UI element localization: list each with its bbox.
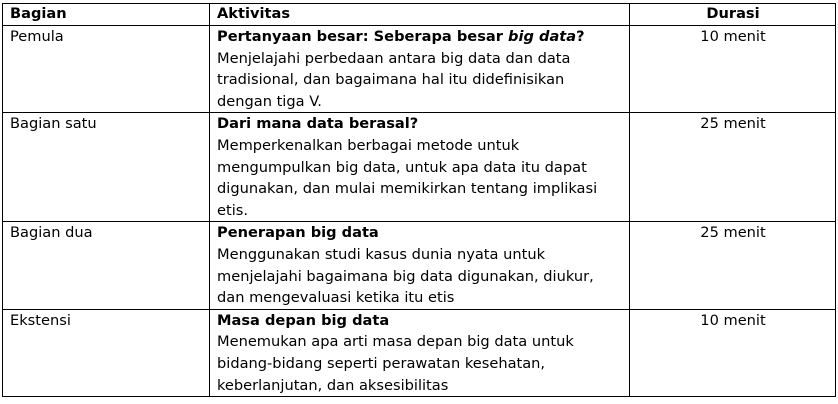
table-row xyxy=(3,309,836,396)
table-row xyxy=(3,222,836,309)
activity-title: Masa depan big data xyxy=(217,311,390,329)
cell-durasi: 25 menit xyxy=(630,222,836,309)
activity-description: Memperkenalkan berbagai metode untuk mengumpulkan big data, untuk apa data itu dapat digunakan, dan mulai memikirkan tentang implikasi etis. xyxy=(217,136,598,219)
activity-title-main: Pertanyaan besar: Seberapa besar xyxy=(217,28,509,45)
header-durasi: Durasi xyxy=(630,4,836,26)
cell-bagian: Bagian dua xyxy=(3,222,210,309)
header-bagian: Bagian xyxy=(3,4,210,26)
activity-title-end: ? xyxy=(576,28,585,45)
cell-bagian: Pemula xyxy=(3,26,210,113)
activity-title: Penerapan big data xyxy=(217,224,379,242)
cell-durasi: 10 menit xyxy=(630,26,836,113)
lesson-schedule-table xyxy=(2,3,836,397)
cell-bagian: Ekstensi xyxy=(3,309,210,396)
cell-aktivitas xyxy=(210,113,630,222)
activity-description: Menggunakan studi kasus dunia nyata untuk menjelajahi bagaimana big data digunakan, diukur, dan mengevaluasi ketika itu etis xyxy=(217,245,594,307)
activity-description: Menemukan apa arti masa depan big data untuk bidang-bidang seperti perawatan kesehatan, keberlanjutan, dan aksesibilitas xyxy=(217,333,574,394)
cell-durasi: 25 menit xyxy=(630,113,836,222)
cell-aktivitas xyxy=(210,309,630,396)
cell-aktivitas xyxy=(210,222,630,309)
cell-aktivitas xyxy=(210,26,630,113)
header-aktivitas: Aktivitas xyxy=(210,4,630,26)
cell-durasi: 10 menit xyxy=(630,309,836,396)
table-row xyxy=(3,26,836,113)
activity-title-emphasis: big data xyxy=(508,28,577,45)
cell-bagian: Bagian satu xyxy=(3,113,210,222)
activity-title: Dari mana data berasal? xyxy=(217,115,419,133)
activity-description: Menjelajahi perbedaan antara big data dan data tradisional, dan bagaimana hal itu didefinisikan dengan tiga V. xyxy=(217,49,571,110)
table-row xyxy=(3,113,836,222)
activity-title xyxy=(217,26,623,48)
table-header-row xyxy=(3,4,836,26)
